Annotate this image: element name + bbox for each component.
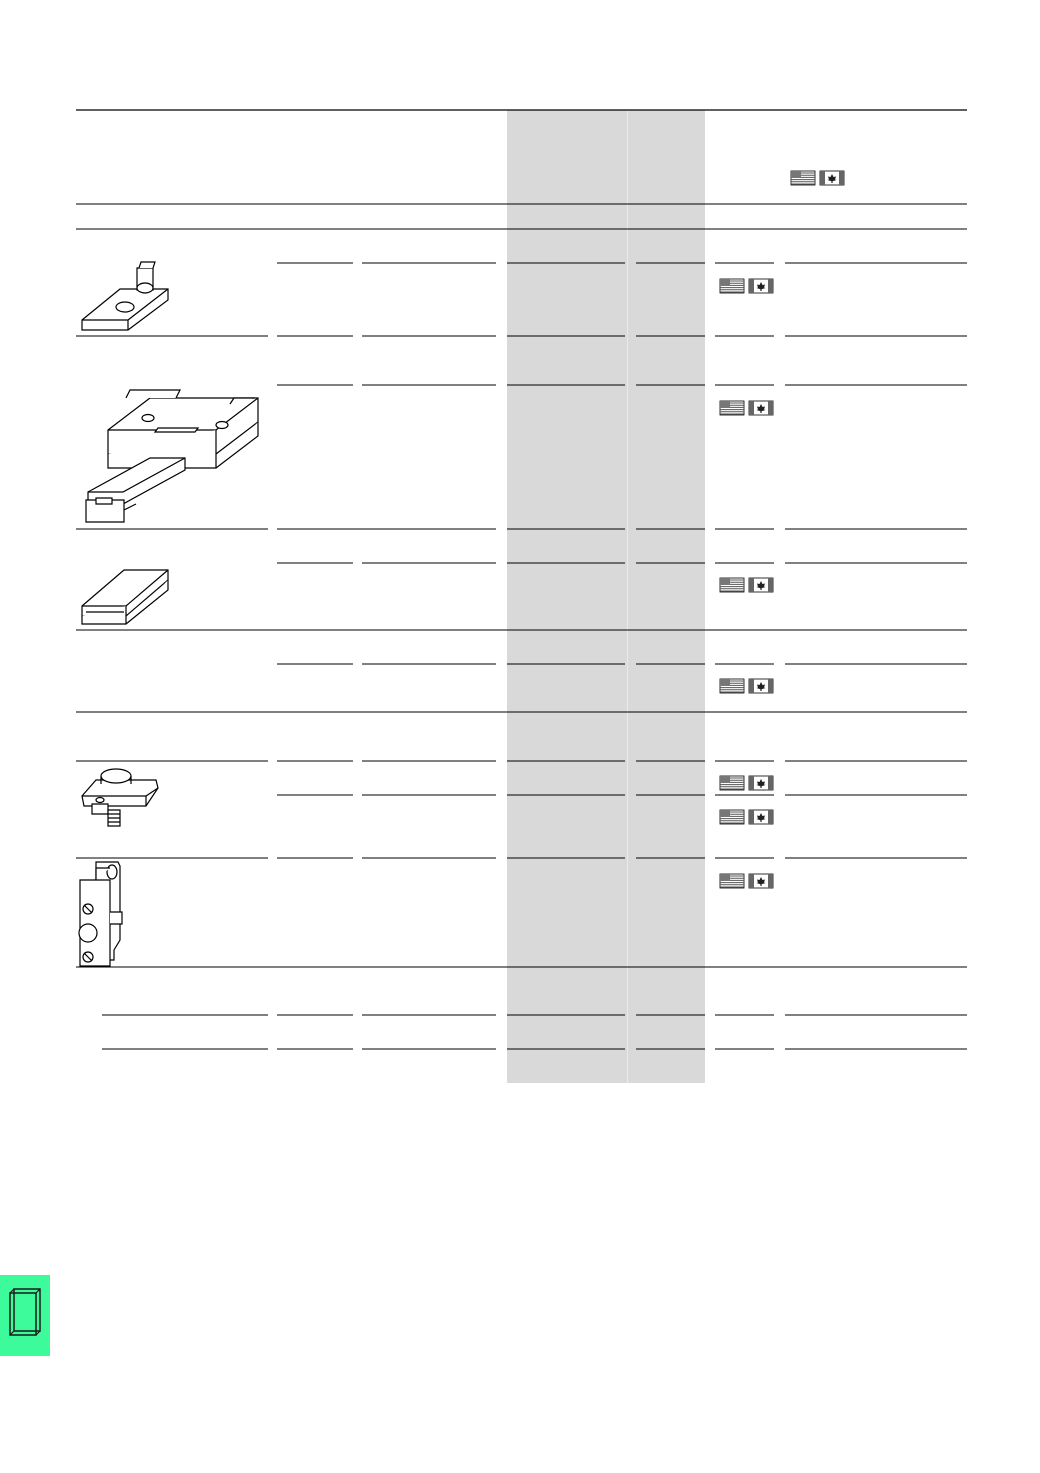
canada-flag-icon	[749, 279, 773, 293]
us-flag-icon	[791, 171, 815, 185]
terminal-block-icon	[79, 862, 122, 966]
row6-flags	[720, 874, 773, 888]
canada-flag-icon	[749, 776, 773, 790]
canada-flag-icon	[820, 171, 844, 185]
shaded-column-b	[628, 110, 705, 1083]
us-flag-icon	[720, 679, 744, 693]
enclosure-icon	[0, 1275, 50, 1356]
row5-flags	[720, 776, 773, 824]
us-flag-icon	[720, 776, 744, 790]
profile-rail-icon	[82, 570, 168, 624]
row2-flags	[720, 401, 773, 415]
us-flag-icon	[720, 810, 744, 824]
us-flag-icon	[720, 578, 744, 592]
mounting-plate-icon	[82, 262, 168, 330]
us-flag-icon	[720, 279, 744, 293]
row4-flags	[720, 679, 773, 693]
canada-flag-icon	[749, 578, 773, 592]
canada-flag-icon	[749, 679, 773, 693]
row3-flags	[720, 578, 773, 592]
section-side-tab[interactable]	[0, 1275, 50, 1356]
canada-flag-icon	[749, 401, 773, 415]
us-flag-icon	[720, 874, 744, 888]
us-flag-icon	[720, 401, 744, 415]
din-rail-adapter-icon	[86, 390, 258, 522]
canada-flag-icon	[749, 874, 773, 888]
row1-flags	[720, 279, 773, 293]
header-flags	[791, 171, 844, 185]
clamp-screw-icon	[82, 769, 158, 826]
shaded-column-a	[507, 110, 627, 1083]
canada-flag-icon	[749, 810, 773, 824]
